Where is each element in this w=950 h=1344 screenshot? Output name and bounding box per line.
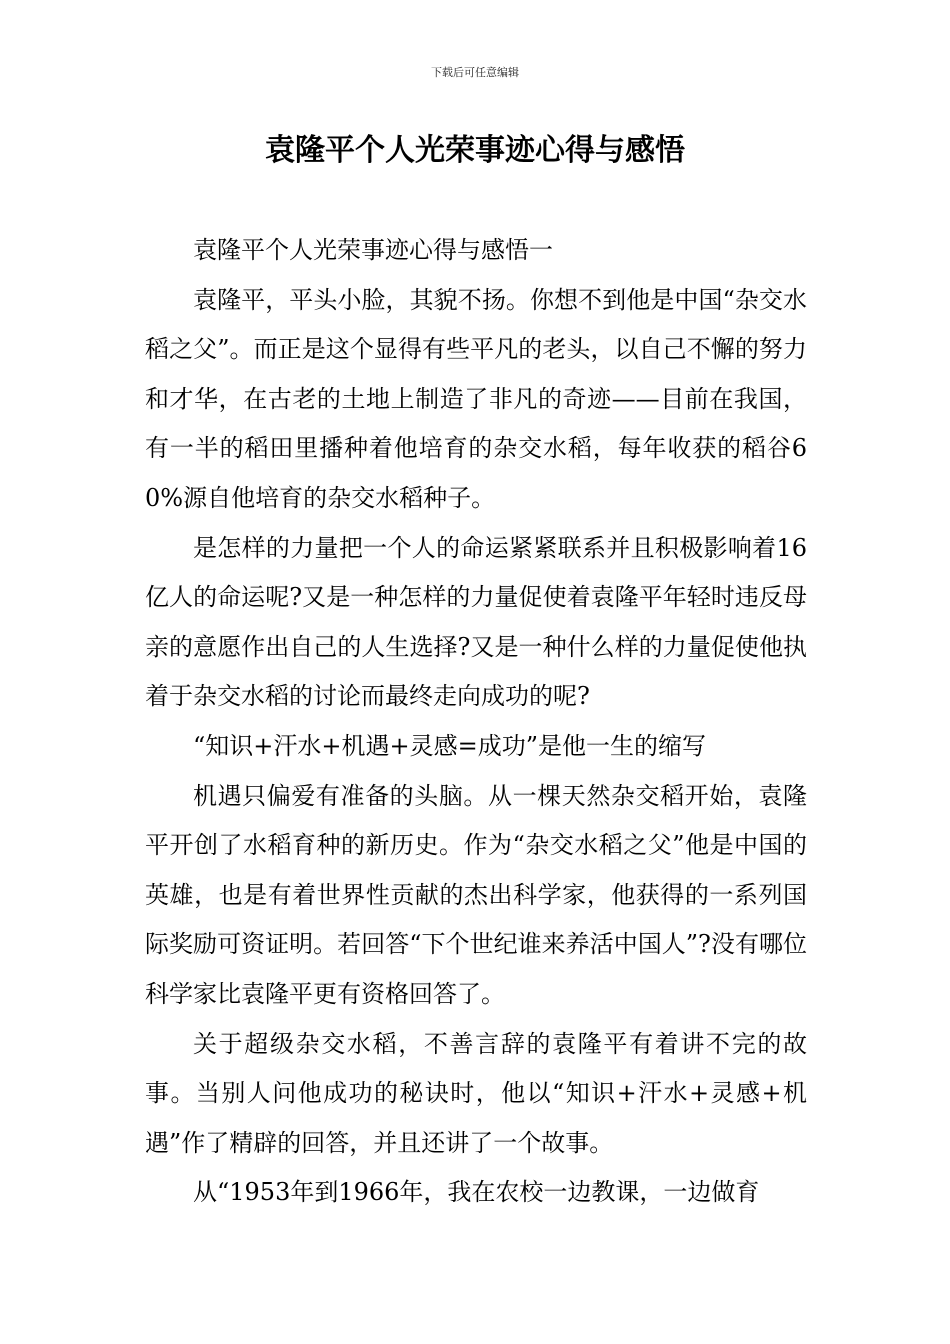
section-heading: 袁隆平个人光荣事迹心得与感悟一 (193, 236, 553, 264)
body-paragraph: 是怎样的力量把一个人的命运紧紧联系并且积极影响着16亿人的命运呢?又是一种怎样的力量促使着袁隆平年轻时违反母亲的意愿作出自己的人生选择?又是一种什么样的力量促使他执着于杂交水稻的讨论而最终走向成功的呢? (145, 533, 807, 711)
document-title: 袁隆平个人光荣事迹心得与感悟 (265, 133, 685, 168)
body-paragraph: 机遇只偏爱有准备的头脑。从一棵天然杂交稻开始，袁隆平开创了水稻育种的新历史。作为“杂交水稻之父”他是中国的英雄，也是有着世界性贡献的杰出科学家，他获得的一系列国际奖励可资证明。若回答“下个世纪谁来养活中国人”?没有哪位科学家比袁隆平更有资格回答了。 (145, 781, 807, 1008)
body-paragraph: 从“1953年到1966年，我在农校一边教课，一边做育 (193, 1178, 760, 1207)
header-note: 下载后可任意编辑 (431, 66, 519, 79)
document-body (145, 226, 807, 1218)
body-paragraph: 关于超级杂交水稻，不善言辞的袁隆平有着讲不完的故事。当别人问他成功的秘诀时，他以“知识+汗水+灵感+机遇”作了精辟的回答，并且还讲了一个故事。 (145, 1029, 807, 1157)
quote-line: “知识+汗水+机遇+灵感=成功”是他一生的缩写 (193, 731, 706, 760)
body-paragraph: 袁隆平，平头小脸，其貌不扬。你想不到他是中国“杂交水稻之父”。而正是这个显得有些平凡的老头，以自己不懈的努力和才华，在古老的土地上制造了非凡的奇迹——目前在我国，有一半的稻田里播种着他培育的杂交水稻，每年收获的稻谷60%源自他培育的杂交水稻种子。 (145, 285, 807, 512)
